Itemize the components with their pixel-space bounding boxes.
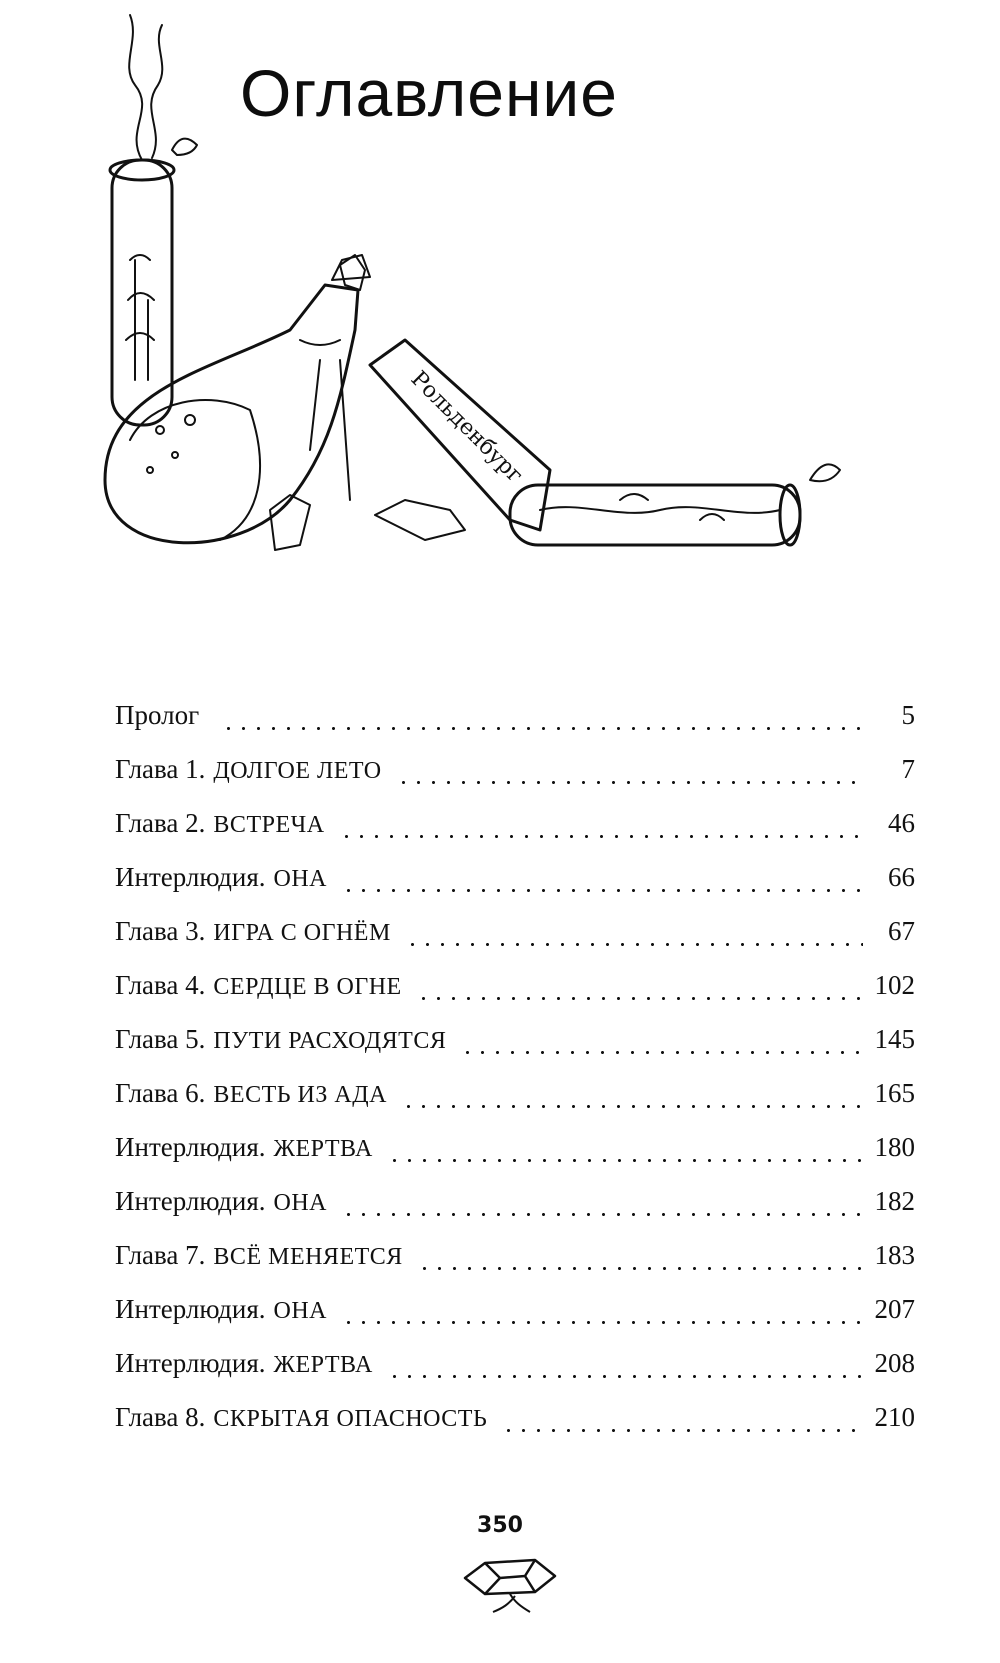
toc-entry-prefix: Глава 5. [115,1024,206,1054]
toc-entry-title: СЕРДЦЕ В ОГНЕ [213,974,402,1000]
toc-entry [115,1402,915,1446]
alchemy-illustration [100,0,920,600]
toc-entry-prefix: Глава 8. [115,1402,206,1432]
dot-leader [416,996,861,1001]
toc-page-number: 208 [874,1348,915,1378]
dot-leader [405,942,863,947]
test-tube-icon [110,139,197,425]
toc-page-number: 145 [874,1024,915,1054]
toc-entry-title: ВСЁ МЕНЯЕТСЯ [213,1244,403,1270]
svg-text:Рольденбург: Рольденбург [405,366,528,489]
toc-entry-prefix: Глава 1. [115,754,206,784]
dot-leader [339,834,863,839]
toc-entry [115,1078,915,1122]
toc-entry-title: ПУТИ РАСХОДЯТСЯ [213,1028,447,1054]
toc-entry-prefix: Глава 7. [115,1240,206,1270]
scroll-icon [370,340,550,530]
page-title: Оглавление [240,56,618,130]
toc-entry-title: ВСТРЕЧА [213,812,325,838]
dot-leader [341,1320,860,1325]
toc-entry-prefix: Интерлюдия. [115,1132,266,1162]
toc-entry-prefix: Глава 3. [115,916,206,946]
toc-entry [115,916,915,960]
toc-entry-title: ЖЕРТВА [273,1352,373,1378]
toc-page-number: 46 [888,808,915,838]
toc-entry [115,1186,915,1230]
toc-page-number: 7 [901,754,915,784]
toc-entry-title: СКРЫТАЯ ОПАСНОСТЬ [213,1406,488,1432]
dot-leader [387,1158,861,1163]
toc-entry-title: ОНА [273,1298,328,1324]
dot-leader [396,780,863,785]
toc-entry [115,1348,915,1392]
toc-entry-title: ИГРА С ОГНЁМ [213,920,391,946]
toc-page-number: 182 [874,1186,915,1216]
toc-page-number: 183 [874,1240,915,1270]
test-tube-icon [510,464,840,545]
toc-entry-title: ОНА [273,1190,328,1216]
toc-entry [115,1024,915,1068]
dot-leader [387,1374,861,1379]
toc-entry-title: ВЕСТЬ ИЗ АДА [213,1082,387,1108]
crystal-ornament-icon [455,1548,575,1618]
toc-page-number: 102 [874,970,915,1000]
toc-entry [115,862,915,906]
toc-entry-title: ДОЛГОЕ ЛЕТО [213,758,382,784]
toc-page-number: 67 [888,916,915,946]
toc-entry [115,1132,915,1176]
dot-leader [341,888,863,893]
toc-entry [115,808,915,852]
toc-entry-prefix: Глава 4. [115,970,206,1000]
toc-entry-prefix: Интерлюдия. [115,1348,266,1378]
toc-entry [115,970,915,1014]
toc-page-number: 5 [901,700,915,730]
toc-entry-prefix: Интерлюдия. [115,1294,266,1324]
dot-leader [417,1266,861,1271]
toc-page-number: 180 [874,1132,915,1162]
toc-entry [115,1294,915,1338]
toc-entry-prefix: Глава 6. [115,1078,206,1108]
potion-flask-icon [105,255,370,543]
toc-entry-title: ЖЕРТВА [273,1136,373,1162]
dot-leader [221,726,863,731]
toc-entry-title: ОНА [273,866,328,892]
toc-entry [115,754,915,798]
dot-leader [401,1104,861,1109]
dot-leader [341,1212,860,1217]
page-number: 350 [477,1513,523,1538]
toc-entry [115,700,915,744]
toc-page-number: 165 [874,1078,915,1108]
toc-entry-prefix: Интерлюдия. [115,862,266,892]
dot-leader [460,1050,860,1055]
toc-entry-prefix: Глава 2. [115,808,206,838]
toc-page-number: 210 [874,1402,915,1432]
toc-entry [115,1240,915,1284]
dot-leader [501,1428,860,1433]
toc-entry-prefix: Интерлюдия. [115,1186,266,1216]
toc-page-number: 66 [888,862,915,892]
toc-page-number: 207 [874,1294,915,1324]
toc-entry-prefix: Пролог [115,700,200,730]
